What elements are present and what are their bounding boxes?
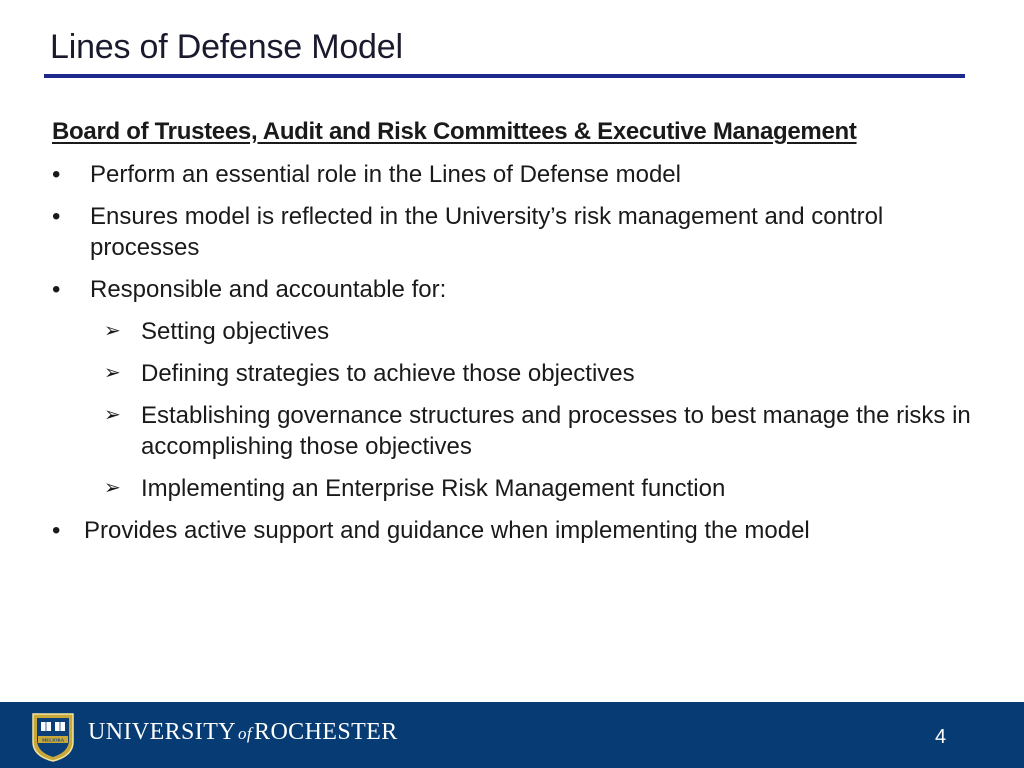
sub-bullet-item <box>52 358 992 389</box>
page-number: 4 <box>935 726 947 748</box>
title-underline-rule <box>44 74 965 78</box>
sub-bullet-item <box>52 473 992 504</box>
sub-bullet-text: Defining strategies to achieve those objectives <box>141 360 635 387</box>
arrow-bullet-icon: ➢ <box>104 362 121 384</box>
bullet-text: Ensures model is reflected in the University’s risk management and control processes <box>90 203 884 261</box>
bullet-text: Responsible and accountable for: <box>90 276 447 303</box>
university-wordmark <box>88 719 398 746</box>
seal-motto-text: MELIORA <box>41 737 65 743</box>
arrow-bullet-icon: ➢ <box>104 320 121 342</box>
bullet-item <box>52 159 992 190</box>
wordmark-right: ROCHESTER <box>254 719 398 745</box>
bullet-text: Provides active support and guidance when implementing the model <box>84 517 810 544</box>
arrow-bullet-icon: ➢ <box>104 477 121 499</box>
university-seal-icon <box>30 712 76 762</box>
sub-bullet-text: Setting objectives <box>141 318 330 345</box>
bullet-text: Perform an essential role in the Lines of Defense model <box>90 161 681 188</box>
bullet-marker: • <box>52 517 61 544</box>
slide-title: Lines of Defense Model <box>50 28 403 66</box>
wordmark-left: UNIVERSITY <box>88 719 236 745</box>
bullet-item <box>52 515 992 546</box>
sub-bullet-text: Establishing governance structures and processes to best manage the risks in accomplishing those objectives <box>141 402 971 460</box>
section-heading: Board of Trustees, Audit and Risk Committees & Executive Management <box>52 118 857 145</box>
bullet-marker: • <box>52 276 61 303</box>
wordmark-of: of <box>238 724 253 743</box>
sub-bullet-item <box>52 400 992 462</box>
sub-bullet-item <box>52 316 992 347</box>
footer-bar <box>0 702 1024 768</box>
bullet-marker: • <box>52 161 61 188</box>
bullet-item <box>52 201 992 263</box>
sub-bullet-text: Implementing an Enterprise Risk Management function <box>141 475 726 502</box>
slide-content <box>52 116 992 557</box>
arrow-bullet-icon: ➢ <box>104 404 121 426</box>
bullet-item <box>52 274 992 305</box>
bullet-marker: • <box>52 203 61 230</box>
